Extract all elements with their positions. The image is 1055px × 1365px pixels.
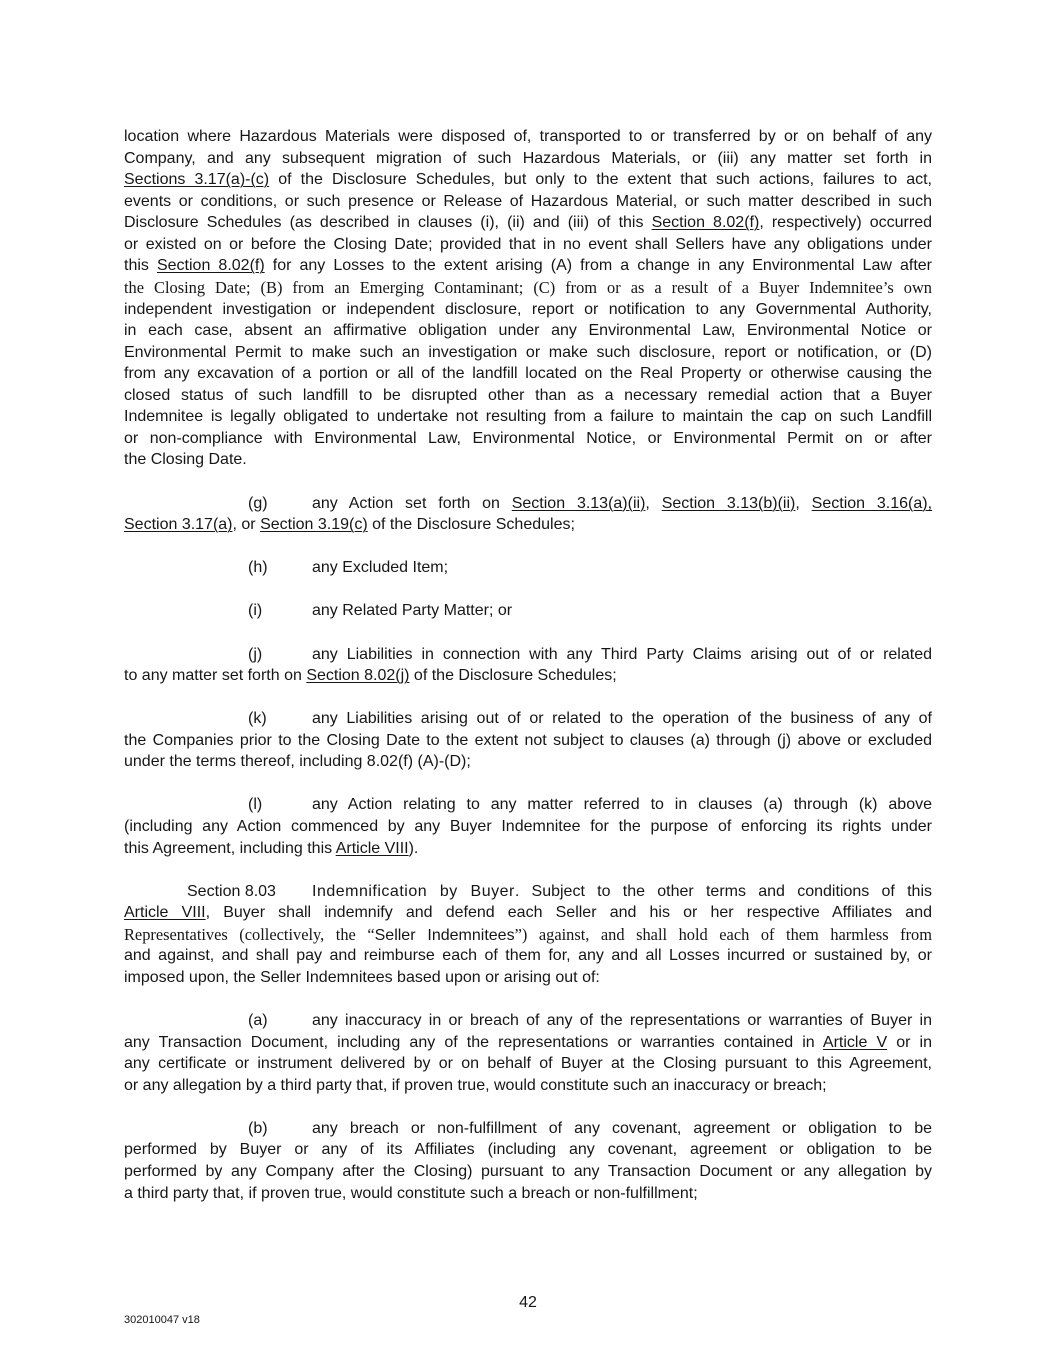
text-run: imposed upon, the Seller Indemnitees based upon or arising out of: <box>124 968 600 986</box>
clause-label: (a) <box>248 1012 268 1030</box>
text-run: ). <box>408 839 419 857</box>
text-line <box>124 557 932 579</box>
text-line <box>124 945 932 967</box>
text-run: and against, and shall pay and reimburse each of them for, any and all Losses incurred or sustained by, or <box>124 947 932 965</box>
clause-g <box>124 493 932 536</box>
text-line <box>124 902 932 924</box>
text-run: , Buyer shall indemnify and defend each Seller and his or her respective Affiliates and <box>205 904 933 922</box>
text-run: any Action relating to any matter referred to in clauses (a) through (k) above <box>312 796 932 814</box>
page-body <box>124 126 932 1226</box>
text-line <box>124 1032 932 1054</box>
text-run: performed by Buyer or any of its Affiliates (including any covenant, agreement or obligation to be <box>124 1141 932 1159</box>
text-run: this <box>124 257 157 275</box>
text-run: Company, and any subsequent migration of such Hazardous Materials, or (iii) any matter set forth in <box>124 149 932 167</box>
text-line <box>124 967 932 989</box>
text-line <box>124 1010 932 1032</box>
clause-k <box>124 708 932 773</box>
text-line <box>124 816 932 838</box>
text-line <box>124 751 932 773</box>
clause-label: (i) <box>248 602 263 620</box>
section-number: Section 8.03 <box>187 882 276 900</box>
text-line <box>124 665 932 687</box>
text-run: any Excluded Item; <box>312 559 449 577</box>
text-line <box>124 1183 932 1205</box>
text-line <box>124 838 932 860</box>
text-run: , respectively) occurred <box>759 214 933 232</box>
text-run: Environmental Permit to make such an investigation or make such disclosure, report or notification, or (D) <box>124 343 932 361</box>
cross-reference: Section 3.19(c) <box>260 516 368 534</box>
text-line <box>124 730 932 752</box>
section-heading: Indemnification by Buyer <box>312 882 515 900</box>
text-line <box>124 320 932 342</box>
clause-8-03-a <box>124 1010 932 1096</box>
cross-reference: Section 3.17(a) <box>124 516 233 534</box>
text-line <box>124 1139 932 1161</box>
cross-reference: Article V <box>822 1033 888 1051</box>
clause-label: (b) <box>248 1119 268 1137</box>
cross-reference: Section 8.02(j) <box>306 667 410 685</box>
text-run: any breach or non-fulfillment of any covenant, agreement or obligation to be <box>312 1119 932 1137</box>
cross-reference: Section 3.13(b)(ii) <box>661 494 796 512</box>
cross-reference: Article VIII <box>335 839 409 857</box>
text-line <box>124 644 932 666</box>
cross-reference: Article VIII <box>124 904 206 922</box>
text-line <box>124 406 932 428</box>
cross-reference: Section 3.16(a), <box>811 494 933 512</box>
text-line <box>124 493 932 515</box>
text-line <box>124 363 932 385</box>
text-run: the Companies prior to the Closing Date to the extent not subject to clauses (a) through (j) above or excluded <box>124 731 932 749</box>
text-run: closed status of such landfill to be disrupted other than as a necessary remedial action that a Buyer <box>124 386 932 404</box>
text-run: any Transaction Document, including any of the representations or warranties contained in <box>124 1033 823 1051</box>
text-run: any Liabilities arising out of or related to the operation of the business of any of <box>312 710 932 728</box>
text-line <box>124 191 932 213</box>
cross-reference: Section 3.13(a)(ii) <box>511 494 646 512</box>
text-run: any Action set forth on <box>312 494 512 512</box>
text-line <box>124 1118 932 1140</box>
text-run: location where Hazardous Materials were disposed of, transported to or transferred by or on behalf of any <box>124 128 932 145</box>
document-id: 302010047 v18 <box>124 1314 200 1326</box>
text-run: or non-compliance with Environmental Law, Environmental Notice, or Environmental Permit on or after <box>124 429 932 447</box>
text-run: or in <box>887 1033 933 1051</box>
page-number: 42 <box>519 1294 537 1311</box>
text-line <box>124 1161 932 1183</box>
text-run: under the terms thereof, including 8.02(f) (A)-(D); <box>124 753 471 771</box>
text-run: to any matter set forth on <box>124 667 307 685</box>
clause-label: (g) <box>248 494 268 512</box>
text-line <box>124 600 932 622</box>
text-run: , or <box>232 516 261 534</box>
clause-label: (l) <box>248 796 263 814</box>
text-line <box>124 342 932 364</box>
text-line <box>124 514 932 536</box>
text-run: , <box>645 494 662 512</box>
text-run: independent investigation or independent disclosure, report or notification to any Governmental Authority, <box>124 300 932 318</box>
text-line <box>124 148 932 170</box>
text-run: in each case, absent an affirmative obligation under any Environmental Law, Environmental Notice or <box>124 322 932 340</box>
text-line <box>124 1075 932 1097</box>
text-line <box>124 1053 932 1075</box>
cross-reference: Section 8.02(f) <box>156 257 265 275</box>
text-run: this Agreement, including this <box>124 839 336 857</box>
text-run: or existed on or before the Closing Date; provided that in no event shall Sellers have any obligations under <box>124 235 932 253</box>
text-run: for any Losses to the extent arising (A) from a change in any Environmental Law after <box>264 257 932 275</box>
text-run: of the Disclosure Schedules; <box>367 516 575 534</box>
text-run: of the Disclosure Schedules; <box>409 667 617 685</box>
text-run: or any allegation by a third party that, if proven true, would constitute such an inaccuracy or breach; <box>124 1076 827 1094</box>
text-line <box>124 881 932 903</box>
text-run: any Related Party Matter; or <box>312 602 513 620</box>
text-line <box>124 126 932 148</box>
text-run: Disclosure Schedules (as described in clauses (i), (ii) and (iii) of this <box>124 214 652 232</box>
text-run: the Closing Date. <box>124 451 247 469</box>
clause-label: (h) <box>248 559 268 577</box>
text-run: . Subject to the other terms and conditions of this <box>514 882 932 900</box>
text-line <box>124 428 932 450</box>
clause-i <box>124 600 932 622</box>
text-run: , <box>795 494 812 512</box>
text-line <box>124 277 932 299</box>
cross-reference: Section 8.02(f) <box>651 214 760 232</box>
text-run: any Liabilities in connection with any Third Party Claims arising out of or related <box>312 645 932 663</box>
text-line <box>124 169 932 191</box>
clause-h <box>124 557 932 579</box>
text-run: events or conditions, or such presence or Release of Hazardous Material, or such matter described in such <box>124 192 932 210</box>
clause-j <box>124 644 932 687</box>
text-run: any inaccuracy in or breach of any of the representations or warranties of Buyer in <box>312 1012 932 1030</box>
text-line <box>124 212 932 234</box>
clause-l <box>124 794 932 859</box>
defined-term: Seller Indemnitees <box>374 926 515 944</box>
text-run: from any excavation of a portion or all of the landfill located on the Real Property or otherwise causing the <box>124 365 932 383</box>
text-line <box>124 924 932 946</box>
text-line <box>124 255 932 277</box>
text-line <box>124 385 932 407</box>
text-run: a third party that, if proven true, would constitute such a breach or non-fulfillment; <box>124 1184 698 1202</box>
text-line <box>124 299 932 321</box>
clause-8-03-b <box>124 1118 932 1204</box>
text-run: performed by any Company after the Closing) pursuant to any Transaction Document or any allegation by <box>124 1163 932 1180</box>
section-8-02-f-continuation <box>124 126 932 471</box>
cross-reference: Sections 3.17(a)-(c) <box>124 171 270 189</box>
text-line <box>124 794 932 816</box>
clause-label: (k) <box>248 710 267 728</box>
text-run: ”) against, and shall hold each of them harmless from <box>514 924 932 944</box>
text-line <box>124 708 932 730</box>
text-run: (including any Action commenced by any Buyer Indemnitee for the purpose of enforcing its rights under <box>124 818 932 835</box>
text-line <box>124 449 932 471</box>
text-run: Indemnitee is legally obligated to undertake not resulting from a failure to maintain the cap on such Landfill <box>124 408 932 426</box>
section-8-03 <box>124 881 932 989</box>
text-run: any certificate or instrument delivered by or on behalf of Buyer at the Closing pursuant to this Agreement, <box>124 1055 932 1073</box>
text-line <box>124 234 932 256</box>
text-run: Representatives (collectively, the “ <box>124 924 375 944</box>
clause-label: (j) <box>248 645 263 663</box>
text-run: of the Disclosure Schedules, but only to the extent that such actions, failures to act, <box>269 171 932 189</box>
text-run: the Closing Date; (B) from an Emerging Contaminant; (C) from or as a result of a Buyer Indemnitee’s own <box>124 277 932 297</box>
